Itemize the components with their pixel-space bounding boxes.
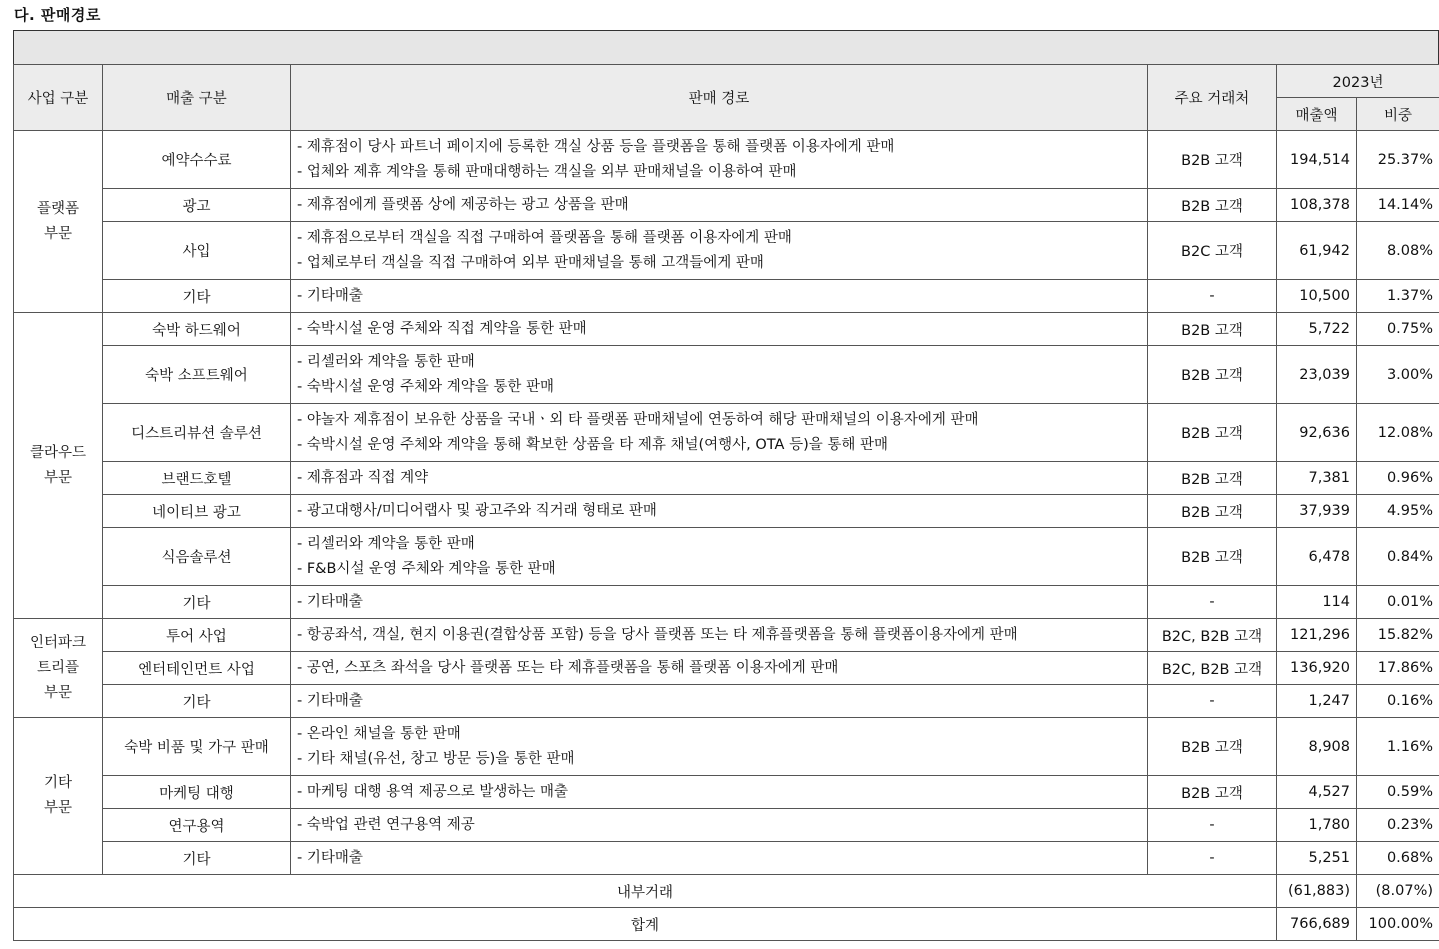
channel-line: - 리셀러와 계약을 통한 판매 (297, 535, 475, 552)
table-row (14, 189, 1439, 222)
customer-cell: B2B 고객 (1148, 528, 1277, 586)
internal-row-amount: (61,883) (1277, 875, 1357, 908)
channel-line: - 공연, 스포츠 좌석을 당사 플랫폼 또는 타 제휴플랫폼을 통해 플랫폼 이용자에게 판매 (297, 659, 839, 676)
channel-line: - 업체와 제휴 계약을 통해 판매대행하는 객실을 외부 판매채널을 이용하여 판매 (297, 163, 797, 180)
ratio-cell: 0.75% (1357, 313, 1439, 346)
customer-cell: B2B 고객 (1148, 776, 1277, 809)
amount-cell: 194,514 (1277, 131, 1357, 189)
channel-line: - 기타 채널(유선, 창고 방문 등)을 통한 판매 (297, 750, 575, 767)
customer-cell: B2C 고객 (1148, 222, 1277, 280)
table-row (14, 528, 1439, 586)
channel-cell (291, 404, 1148, 462)
ratio-cell: 25.37% (1357, 131, 1439, 189)
segment-cell (14, 619, 103, 718)
channel-line: - 야놀자 제휴점이 보유한 상품을 국내ㆍ외 타 플랫폼 판매채널에 연동하여 해당 판매채널의 이용자에게 판매 (297, 411, 979, 428)
customer-cell: B2B 고객 (1148, 462, 1277, 495)
internal-row (14, 875, 1439, 908)
table-row (14, 131, 1439, 189)
header-customer: 주요 거래처 (1148, 65, 1277, 131)
table-row (14, 718, 1439, 776)
header-segment: 사업 구분 (14, 65, 103, 131)
channel-line: - 기타매출 (297, 287, 363, 304)
table-row (14, 404, 1439, 462)
channel-line: - 마케팅 대행 용역 제공으로 발생하는 매출 (297, 783, 569, 800)
channel-line: - 제휴점에게 플랫폼 상에 제공하는 광고 상품을 판매 (297, 196, 629, 213)
header-year: 2023년 (1277, 65, 1439, 98)
ratio-cell: 3.00% (1357, 346, 1439, 404)
header-amount: 매출액 (1277, 98, 1357, 131)
ratio-cell: 0.16% (1357, 685, 1439, 718)
customer-cell: B2B 고객 (1148, 718, 1277, 776)
table-row (14, 495, 1439, 528)
ratio-cell: 12.08% (1357, 404, 1439, 462)
table-row (14, 652, 1439, 685)
revenue-type-cell: 브랜드호텔 (103, 462, 291, 495)
revenue-type-cell: 광고 (103, 189, 291, 222)
customer-cell: B2C, B2B 고객 (1148, 652, 1277, 685)
revenue-type-cell: 네이티브 광고 (103, 495, 291, 528)
channel-cell (291, 462, 1148, 495)
channel-cell (291, 131, 1148, 189)
channel-line: - 기타매출 (297, 593, 363, 610)
internal-row-ratio: (8.07%) (1357, 875, 1439, 908)
channel-cell (291, 652, 1148, 685)
channel-line: - 항공좌석, 객실, 현지 이용권(결합상품 포함) 등을 당사 플랫폼 또는 타 제휴플랫폼을 통해 플랫폼이용자에게 판매 (297, 626, 1018, 643)
amount-cell: 92,636 (1277, 404, 1357, 462)
amount-cell: 4,527 (1277, 776, 1357, 809)
total-row (14, 908, 1439, 941)
internal-row-label: 내부거래 (14, 875, 1277, 908)
table-row (14, 280, 1439, 313)
ratio-cell: 17.86% (1357, 652, 1439, 685)
channel-line: - 숙박업 관련 연구용역 제공 (297, 816, 475, 833)
customer-cell: B2B 고객 (1148, 313, 1277, 346)
ratio-cell: 0.68% (1357, 842, 1439, 875)
segment-name: 기타 (43, 775, 72, 791)
customer-cell: B2C, B2B 고객 (1148, 619, 1277, 652)
channel-cell (291, 189, 1148, 222)
channel-line: - 제휴점과 직접 계약 (297, 469, 429, 486)
table-row (14, 313, 1439, 346)
amount-cell: 10,500 (1277, 280, 1357, 313)
revenue-type-cell: 엔터테인먼트 사업 (103, 652, 291, 685)
customer-cell: B2B 고객 (1148, 346, 1277, 404)
revenue-type-cell: 사입 (103, 222, 291, 280)
table-row (14, 842, 1439, 875)
table-row (14, 685, 1439, 718)
channel-line: - 업체로부터 객실을 직접 구매하여 외부 판매채널을 통해 고객들에게 판매 (297, 254, 764, 271)
table-row (14, 619, 1439, 652)
amount-cell: 7,381 (1277, 462, 1357, 495)
amount-cell: 1,780 (1277, 809, 1357, 842)
ratio-cell: 1.16% (1357, 718, 1439, 776)
channel-line: - 온라인 채널을 통한 판매 (297, 725, 461, 742)
table-row (14, 809, 1439, 842)
channel-line: - 기타매출 (297, 849, 363, 866)
customer-cell: - (1148, 586, 1277, 619)
revenue-type-cell: 기타 (103, 842, 291, 875)
channel-cell (291, 280, 1148, 313)
table-row (14, 346, 1439, 404)
channel-cell (291, 346, 1148, 404)
amount-cell: 121,296 (1277, 619, 1357, 652)
amount-cell: 108,378 (1277, 189, 1357, 222)
segment-cell (14, 131, 103, 313)
channel-cell (291, 222, 1148, 280)
channel-line: - 숙박시설 운영 주체와 계약을 통한 판매 (297, 378, 554, 395)
table-row (14, 586, 1439, 619)
revenue-type-cell: 식음솔루션 (103, 528, 291, 586)
channel-cell (291, 313, 1148, 346)
channel-line: - 제휴점으로부터 객실을 직접 구매하여 플랫폼을 통해 플랫폼 이용자에게 판매 (297, 229, 792, 246)
amount-cell: 37,939 (1277, 495, 1357, 528)
header-band (13, 30, 1439, 64)
table-row (14, 222, 1439, 280)
ratio-cell: 0.84% (1357, 528, 1439, 586)
ratio-cell: 0.59% (1357, 776, 1439, 809)
channel-line: - 숙박시설 운영 주체와 계약을 통해 확보한 상품을 타 제휴 채널(여행사, OTA 등)을 통해 판매 (297, 436, 888, 453)
channel-cell (291, 776, 1148, 809)
segment-cell (14, 313, 103, 619)
ratio-cell: 0.96% (1357, 462, 1439, 495)
channel-cell (291, 685, 1148, 718)
amount-cell: 5,251 (1277, 842, 1357, 875)
channel-cell (291, 842, 1148, 875)
ratio-cell: 0.01% (1357, 586, 1439, 619)
revenue-type-cell: 연구용역 (103, 809, 291, 842)
customer-cell: B2B 고객 (1148, 131, 1277, 189)
channel-line: - F&B시설 운영 주체와 계약을 통한 판매 (297, 560, 556, 577)
segment-name: 클라우드 (29, 444, 87, 461)
table-body (14, 131, 1439, 941)
amount-cell: 1,247 (1277, 685, 1357, 718)
amount-cell: 114 (1277, 586, 1357, 619)
customer-cell: B2B 고객 (1148, 495, 1277, 528)
sales-channel-table (13, 64, 1439, 941)
segment-name: 트리플 (36, 659, 80, 676)
channel-line: - 광고대행사/미디어랩사 및 광고주와 직거래 형태로 판매 (297, 502, 657, 519)
revenue-type-cell: 예약수수료 (103, 131, 291, 189)
ratio-cell: 8.08% (1357, 222, 1439, 280)
channel-line: - 제휴점이 당사 파트너 페이지에 등록한 객실 상품 등을 플랫폼을 통해 플랫폼 이용자에게 판매 (297, 138, 895, 155)
customer-cell: B2B 고객 (1148, 404, 1277, 462)
table-row (14, 776, 1439, 809)
channel-cell (291, 619, 1148, 652)
table-row (14, 462, 1439, 495)
total-row-ratio: 100.00% (1357, 908, 1439, 941)
segment-name: 부문 (43, 225, 72, 242)
segment-name: 부문 (43, 684, 72, 701)
customer-cell: B2B 고객 (1148, 189, 1277, 222)
amount-cell: 61,942 (1277, 222, 1357, 280)
header-revenue-type: 매출 구분 (103, 65, 291, 131)
amount-cell: 5,722 (1277, 313, 1357, 346)
channel-cell (291, 718, 1148, 776)
revenue-type-cell: 숙박 비품 및 가구 판매 (103, 718, 291, 776)
revenue-type-cell: 디스트리뷰션 솔루션 (103, 404, 291, 462)
revenue-type-cell: 마케팅 대행 (103, 776, 291, 809)
channel-line: - 리셀러와 계약을 통한 판매 (297, 353, 475, 370)
channel-cell (291, 586, 1148, 619)
channel-cell (291, 809, 1148, 842)
revenue-type-cell: 숙박 하드웨어 (103, 313, 291, 346)
revenue-type-cell: 기타 (103, 586, 291, 619)
amount-cell: 136,920 (1277, 652, 1357, 685)
channel-line: - 숙박시설 운영 주체와 직접 계약을 통한 판매 (297, 320, 587, 337)
customer-cell: - (1148, 685, 1277, 718)
total-row-label: 합계 (14, 908, 1277, 941)
total-row-amount: 766,689 (1277, 908, 1357, 941)
ratio-cell: 1.37% (1357, 280, 1439, 313)
ratio-cell: 0.23% (1357, 809, 1439, 842)
ratio-cell: 15.82% (1357, 619, 1439, 652)
revenue-type-cell: 기타 (103, 280, 291, 313)
amount-cell: 6,478 (1277, 528, 1357, 586)
revenue-type-cell: 투어 사업 (103, 619, 291, 652)
segment-name: 플랫폼 (36, 200, 80, 217)
header-channel: 판매 경로 (291, 65, 1148, 131)
revenue-type-cell: 기타 (103, 685, 291, 718)
channel-cell (291, 528, 1148, 586)
section-title: 다. 판매경로 (14, 6, 101, 24)
amount-cell: 23,039 (1277, 346, 1357, 404)
segment-name: 인터파크 (29, 634, 87, 651)
ratio-cell: 14.14% (1357, 189, 1439, 222)
customer-cell: - (1148, 842, 1277, 875)
customer-cell: - (1148, 809, 1277, 842)
header-ratio: 비중 (1357, 98, 1439, 131)
customer-cell: - (1148, 280, 1277, 313)
segment-cell (14, 718, 103, 875)
segment-name: 부문 (43, 469, 72, 486)
channel-line: - 기타매출 (297, 692, 363, 709)
ratio-cell: 4.95% (1357, 495, 1439, 528)
channel-cell (291, 495, 1148, 528)
segment-name: 부문 (43, 800, 72, 816)
revenue-type-cell: 숙박 소프트웨어 (103, 346, 291, 404)
amount-cell: 8,908 (1277, 718, 1357, 776)
